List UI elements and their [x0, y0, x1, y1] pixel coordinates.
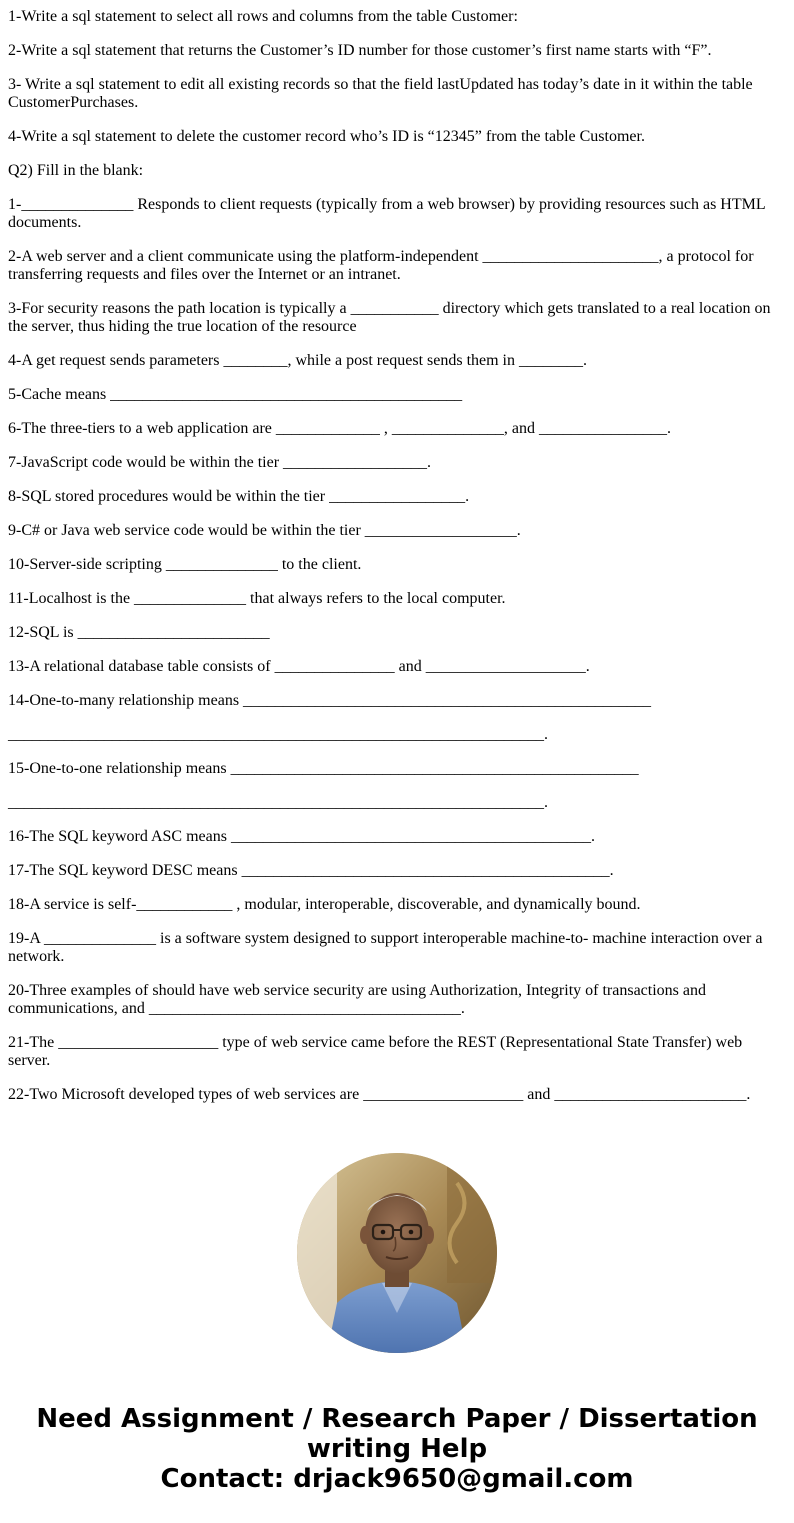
- promo-banner: [0, 1404, 794, 1494]
- question-sql-4: 4-Write a sql statement to delete the customer record who’s ID is “12345” from the table Customer.: [8, 128, 645, 145]
- blank-item-18: 18-A service is self-____________ , modular, interoperable, discoverable, and dynamically bound.: [8, 896, 641, 913]
- question-sql-1: 1-Write a sql statement to select all rows and columns from the table Customer:: [8, 8, 518, 25]
- blank-item-7: 7-JavaScript code would be within the tier __________________.: [8, 454, 432, 471]
- blank-item-3: 3-For security reasons the path location is typically a ___________ directory which gets translated to a real location on the server, thus hiding the true location of the resource: [8, 300, 771, 335]
- section-heading-q2: Q2) Fill in the blank:: [8, 162, 144, 179]
- document-body: [8, 8, 783, 1120]
- blank-item-9: 9-C# or Java web service code would be within the tier ___________________.: [8, 522, 521, 539]
- blank-item-5: 5-Cache means ____________________________________________: [8, 386, 463, 403]
- promo-headline: Need Assignment / Research Paper / Dissertation writing Help: [36, 1404, 758, 1464]
- blank-item-14-continuation: ___________________________________________________________________.: [8, 726, 548, 743]
- blank-item-1: 1-______________ Responds to client requests (typically from a web browser) by providing resources such as HTML documents.: [8, 196, 766, 231]
- blank-item-21: 21-The ____________________ type of web service came before the REST (Representational State Transfer) web server.: [8, 1034, 743, 1069]
- blank-item-11: 11-Localhost is the ______________ that always refers to the local computer.: [8, 590, 506, 607]
- blank-item-20: 20-Three examples of should have web service security are using Authorization, Integrity of transactions and communications, and _______________________________________.: [8, 982, 706, 1017]
- author-portrait-illustration: [297, 1153, 497, 1353]
- blank-item-12: 12-SQL is ________________________: [8, 624, 270, 641]
- blank-item-15-continuation: ___________________________________________________________________.: [8, 794, 548, 811]
- blank-item-2: 2-A web server and a client communicate using the platform-independent ______________________, a protocol for transferring requests and files over the Internet or an intranet.: [8, 248, 754, 283]
- blank-item-6: 6-The three-tiers to a web application are _____________ , ______________, and ________________.: [8, 420, 671, 437]
- blank-item-22: 22-Two Microsoft developed types of web services are ____________________ and ________________________.: [8, 1086, 751, 1103]
- promo-contact: Contact: drjack9650@gmail.com: [160, 1464, 634, 1494]
- blank-item-17: 17-The SQL keyword DESC means ______________________________________________.: [8, 862, 614, 879]
- blank-item-19: 19-A ______________ is a software system designed to support interoperable machine-to- machine interaction over a network.: [8, 930, 763, 965]
- blank-item-16: 16-The SQL keyword ASC means _____________________________________________.: [8, 828, 595, 845]
- blank-item-14: 14-One-to-many relationship means ___________________________________________________: [8, 692, 652, 709]
- author-photo: [297, 1153, 497, 1353]
- blank-item-8: 8-SQL stored procedures would be within the tier _________________.: [8, 488, 470, 505]
- blank-item-15: 15-One-to-one relationship means ___________________________________________________: [8, 760, 639, 777]
- blank-item-10: 10-Server-side scripting ______________ to the client.: [8, 556, 362, 573]
- question-sql-2: 2-Write a sql statement that returns the Customer’s ID number for those customer’s first name starts with “F”.: [8, 42, 712, 59]
- question-sql-3: 3- Write a sql statement to edit all existing records so that the field lastUpdated has today’s date in it within the table CustomerPurchases.: [8, 76, 753, 111]
- blank-item-13: 13-A relational database table consists of _______________ and ____________________.: [8, 658, 590, 675]
- blank-item-4: 4-A get request sends parameters ________, while a post request sends them in ________.: [8, 352, 587, 369]
